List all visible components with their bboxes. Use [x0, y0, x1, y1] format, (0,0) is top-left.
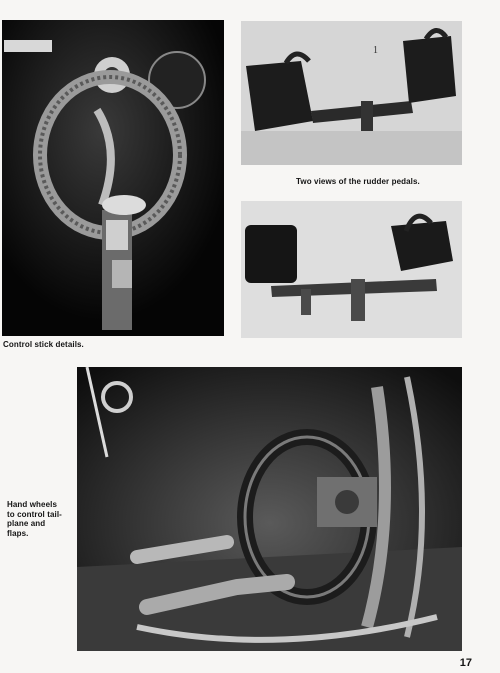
svg-text:1: 1: [373, 45, 378, 56]
rudder-pedals-photo-1: [241, 21, 462, 165]
rudder-pedals-illustration-1: [241, 21, 462, 165]
page-number: 17: [459, 657, 472, 669]
hand-wheels-photo: [77, 367, 462, 651]
control-stick-caption: Control stick details.: [3, 340, 84, 349]
control-stick-illustration: [2, 20, 224, 336]
rudder-pedals-photo-2: [241, 201, 462, 338]
hand-wheels-caption: Hand wheels to control tail-plane and flaps.: [7, 500, 62, 538]
hand-wheels-illustration: [77, 367, 462, 651]
rudder-pedals-illustration-2: [241, 201, 462, 338]
rudder-pedals-caption: Two views of the rudder pedals.: [296, 177, 420, 186]
control-stick-photo: [2, 20, 224, 336]
